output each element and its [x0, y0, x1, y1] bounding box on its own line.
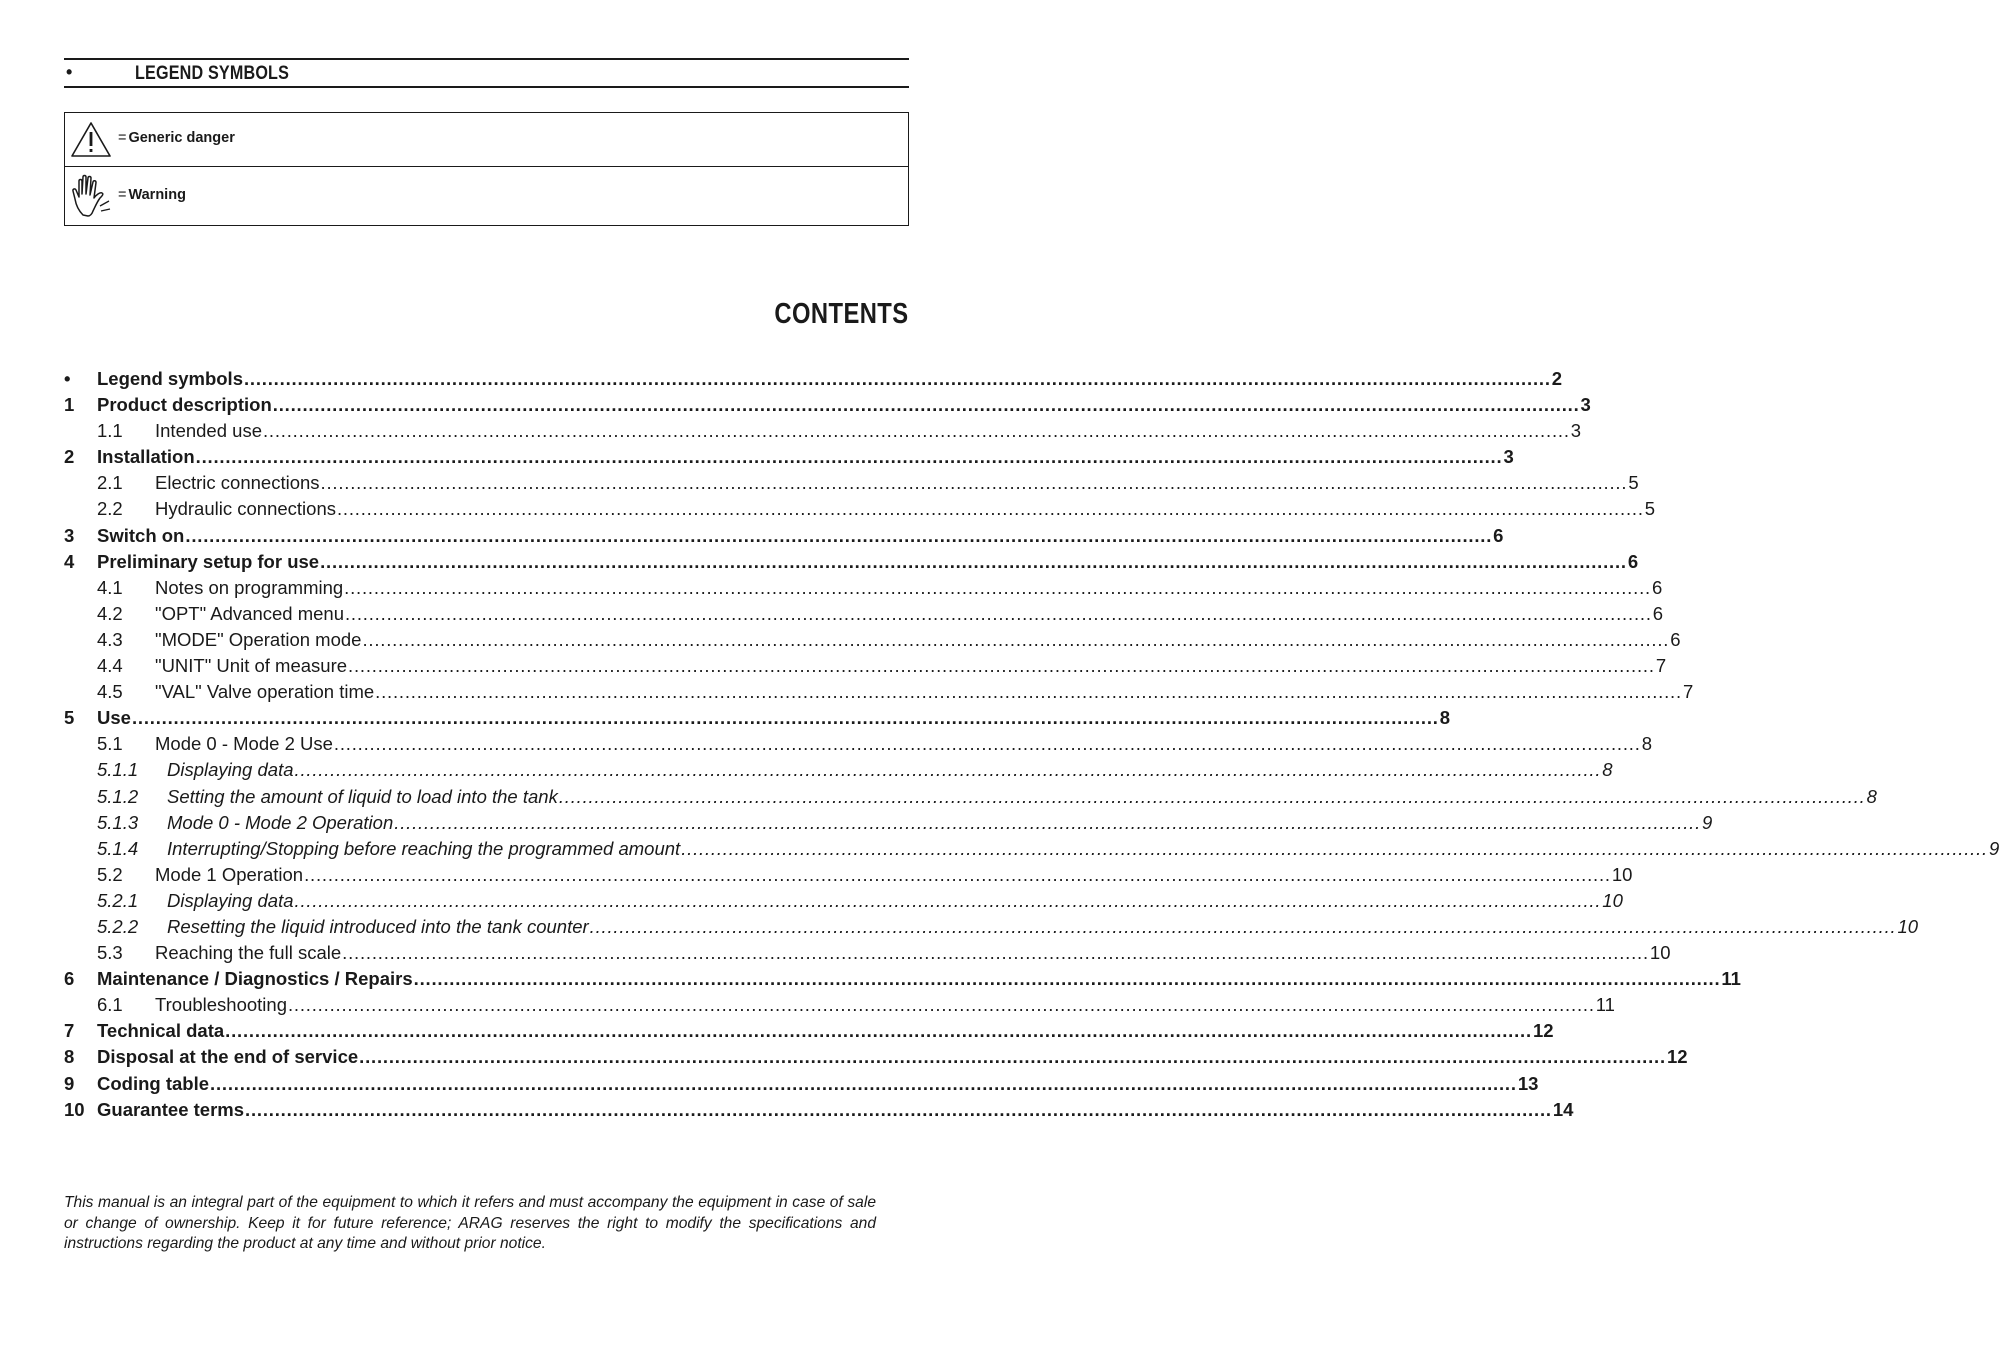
toc-entry[interactable] [64, 810, 1713, 836]
toc-entry-page: 8 [1866, 785, 1877, 807]
toc-entry-label: Displaying data [167, 889, 294, 911]
toc-entry[interactable] [64, 836, 1999, 862]
warning-triangle-icon [69, 120, 113, 163]
toc-entry[interactable] [64, 784, 1877, 810]
toc-entry-leader-dots: ............................................................................................................................................................................................................................ [344, 576, 1651, 598]
toc-entry-page: 2 [1551, 368, 1563, 389]
toc-entry-line [97, 705, 1451, 731]
toc-entry-page: 12 [1532, 1020, 1554, 1042]
toc-entry-page: 11 [1721, 968, 1741, 990]
toc-entry[interactable] [64, 549, 1639, 575]
toc-entry-leader-dots: ............................................................................................................................................................................................................................ [320, 472, 1628, 494]
contents-title: CONTENTS [773, 298, 908, 330]
toc-entry-page: 6 [1652, 602, 1664, 624]
legend-warning-label: Warning [128, 187, 186, 203]
toc-entry-line [97, 549, 1639, 575]
toc-entry-line [167, 784, 1877, 810]
toc-entry-number: 5.2.2 [97, 915, 139, 937]
toc-entry-label: Hydraulic connections [155, 498, 336, 520]
toc-entry-page: 14 [1552, 1098, 1574, 1120]
toc-entry-page: 10 [1897, 915, 1919, 937]
legend-equals: = [118, 130, 127, 146]
toc-entry[interactable] [64, 418, 1582, 444]
toc-entry-page: 10 [1649, 942, 1671, 964]
toc-entry-number: 5.1.1 [97, 759, 139, 781]
toc-entry-leader-dots: ............................................................................................................................................................................................................................ [185, 524, 1493, 546]
toc-entry-leader-dots: ............................................................................................................................................................................................................................ [344, 602, 1652, 624]
toc-entry-leader-dots: ............................................................................................................................................................................................................................ [272, 394, 1580, 416]
toc-entry-leader-dots: ............................................................................................................................................................................................................................ [558, 785, 1866, 807]
toc-entry-label: Electric connections [155, 472, 320, 494]
footer-note: This manual is an integral part of the equipment to which it refers and must accompany the equipment in case of sale or change of ownership. Keep it for future reference; ARAG reserves the right to modify the specifications and instructions regarding the product at any time and without prior notice. [64, 1194, 876, 1252]
toc-entry-number: 4.5 [97, 681, 123, 703]
legend-header [64, 58, 909, 88]
toc-entry-number: 7 [64, 1020, 75, 1042]
toc-entry-label: Mode 0 - Mode 2 Operation [167, 811, 394, 833]
toc-entry-number: 5 [64, 707, 75, 729]
table-of-contents [64, 366, 1999, 1123]
toc-entry-page: 8 [1439, 707, 1451, 729]
toc-entry-number: 5.1.4 [97, 837, 139, 859]
toc-entry-page: 10 [1611, 863, 1633, 885]
toc-entry-label: Guarantee terms [97, 1098, 245, 1120]
toc-entry-number: 4 [64, 550, 75, 572]
toc-entry-label: "UNIT" Unit of measure [155, 655, 348, 677]
toc-entry-line [155, 679, 1694, 705]
toc-entry-label: Setting the amount of liquid to load into the tank [167, 785, 558, 807]
toc-entry-leader-dots: ............................................................................................................................................................................................................................ [195, 446, 1503, 468]
toc-entry-label: Troubleshooting [155, 994, 287, 1016]
toc-entry-leader-dots: ............................................................................................................................................................................................................................ [225, 1020, 1532, 1042]
toc-entry[interactable] [64, 1044, 1688, 1070]
legend-bullet: • [66, 62, 73, 82]
toc-entry[interactable] [64, 1097, 1574, 1123]
toc-entry-leader-dots: ............................................................................................................................................................................................................................ [359, 1046, 1666, 1068]
toc-entry-number: 2 [64, 446, 75, 468]
toc-entry-page: 3 [1580, 394, 1591, 416]
toc-entry-page: 3 [1570, 420, 1582, 442]
toc-entry-number: 6.1 [97, 994, 123, 1016]
toc-entry-page: 7 [1655, 655, 1667, 677]
toc-entry-page: 12 [1666, 1046, 1688, 1068]
toc-entry-line [155, 992, 1615, 1018]
toc-entry-leader-dots: ............................................................................................................................................................................................................................ [320, 550, 1627, 572]
toc-entry[interactable] [64, 914, 1919, 940]
toc-entry[interactable] [64, 757, 1613, 783]
toc-entry-page: 9 [1702, 811, 1713, 833]
toc-entry-page: 10 [1602, 889, 1623, 911]
toc-entry-number: 6 [64, 968, 75, 990]
toc-entry-leader-dots: ............................................................................................................................................................................................................................ [210, 1072, 1517, 1094]
toc-entry[interactable] [64, 1018, 1554, 1044]
toc-entry-leader-dots: ............................................................................................................................................................................................................................ [333, 733, 1641, 755]
toc-entry-page: 6 [1493, 524, 1504, 546]
toc-entry-page: 3 [1503, 446, 1514, 468]
toc-entry-label: Disposal at the end of service [97, 1046, 359, 1068]
toc-entry-label: Technical data [97, 1020, 225, 1042]
toc-entry-leader-dots: ............................................................................................................................................................................................................................ [375, 681, 1682, 703]
toc-entry[interactable] [64, 653, 1667, 679]
toc-entry[interactable] [64, 366, 1563, 392]
toc-entry-label: Reaching the full scale [155, 942, 342, 964]
toc-entry-label: Intended use [155, 420, 262, 442]
toc-entry-number: 1.1 [97, 420, 123, 442]
toc-entry-line [97, 366, 1563, 392]
toc-entry[interactable] [64, 966, 1741, 992]
toc-entry-label: Mode 0 - Mode 2 Use [155, 733, 333, 755]
toc-entry-page: 11 [1595, 994, 1615, 1016]
toc-entry-page: 6 [1651, 576, 1663, 598]
toc-entry[interactable] [64, 679, 1694, 705]
toc-entry-line [167, 810, 1713, 836]
toc-entry-label: Resetting the liquid introduced into the tank counter [167, 915, 589, 937]
toc-entry-line [155, 731, 1652, 757]
legend-danger-label: Generic danger [128, 130, 235, 146]
toc-entry-leader-dots: ............................................................................................................................................................................................................................ [413, 968, 1721, 990]
toc-entry-number: 2.2 [97, 498, 123, 520]
toc-entry-label: "MODE" Operation mode [155, 628, 362, 650]
toc-entry[interactable] [64, 470, 1639, 496]
toc-entry[interactable] [64, 444, 1514, 470]
toc-entry-line [97, 392, 1591, 418]
toc-entry-page: 5 [1644, 498, 1656, 520]
toc-entry-number: 3 [64, 524, 75, 546]
toc-entry-line [97, 523, 1504, 549]
toc-entry[interactable] [64, 523, 1504, 549]
hand-stop-icon [69, 173, 113, 224]
toc-entry-line [155, 627, 1681, 653]
toc-entry-leader-dots: ............................................................................................................................................................................................................................ [336, 498, 1644, 520]
toc-entry-leader-dots: ............................................................................................................................................................................................................................ [243, 368, 1551, 389]
toc-entry-label: Maintenance / Diagnostics / Repairs [97, 968, 413, 990]
toc-entry-leader-dots: ............................................................................................................................................................................................................................ [362, 628, 1670, 650]
toc-entry-number: 5.1 [97, 733, 123, 755]
legend-equals: = [118, 187, 127, 203]
toc-entry-page: 8 [1641, 733, 1652, 755]
legend-table [64, 112, 909, 226]
toc-entry-line [167, 757, 1613, 783]
toc-entry-leader-dots: ............................................................................................................................................................................................................................ [304, 863, 1611, 885]
toc-entry[interactable] [64, 731, 1652, 757]
toc-entry-page: 6 [1627, 550, 1639, 572]
legend-row-danger [65, 113, 908, 167]
toc-entry-number: 4.1 [97, 576, 123, 598]
toc-entry-line [97, 1071, 1539, 1097]
toc-entry-label: Coding table [97, 1072, 210, 1094]
toc-entry-number: 2.1 [97, 472, 123, 494]
toc-entry-number: 5.1.3 [97, 811, 139, 833]
toc-entry-leader-dots: ............................................................................................................................................................................................................................ [681, 837, 1988, 859]
toc-entry-line [155, 940, 1671, 966]
toc-entry-leader-dots: ............................................................................................................................................................................................................................ [348, 655, 1655, 677]
toc-entry-line [155, 470, 1639, 496]
toc-entry-line [167, 836, 1999, 862]
toc-entry-page: 6 [1670, 628, 1681, 650]
toc-entry-number: 9 [64, 1072, 75, 1094]
toc-entry-label: Product description [97, 394, 272, 416]
toc-entry-leader-dots: ............................................................................................................................................................................................................................ [262, 420, 1570, 442]
toc-entry-number: 4.4 [97, 655, 123, 677]
toc-entry-number: • [64, 368, 71, 389]
toc-entry[interactable] [64, 992, 1615, 1018]
toc-entry-number: 4.2 [97, 602, 123, 624]
toc-entry-label: Preliminary setup for use [97, 550, 320, 572]
toc-entry-page: 13 [1517, 1072, 1539, 1094]
toc-entry-line [97, 444, 1514, 470]
legend-danger-text [118, 130, 235, 146]
toc-entry-page: 9 [1988, 837, 1999, 859]
toc-entry-page: 8 [1602, 759, 1613, 781]
toc-entry-number: 8 [64, 1046, 75, 1068]
toc-entry-number: 5.3 [97, 942, 123, 964]
toc-entry[interactable] [64, 575, 1663, 601]
toc-entry-leader-dots: ............................................................................................................................................................................................................................ [342, 942, 1649, 964]
toc-entry-line [167, 888, 1623, 914]
legend-warning-text [118, 187, 186, 203]
toc-entry[interactable] [64, 940, 1671, 966]
toc-entry-label: Mode 1 Operation [155, 863, 304, 885]
toc-entry-line [155, 601, 1664, 627]
legend-title: LEGEND SYMBOLS [135, 63, 290, 84]
toc-entry-line [97, 966, 1741, 992]
toc-entry-leader-dots: ............................................................................................................................................................................................................................ [589, 915, 1897, 937]
toc-entry-label: Notes on programming [155, 576, 344, 598]
toc-entry-line [155, 653, 1667, 679]
toc-entry-number: 5.1.2 [97, 785, 139, 807]
toc-entry-label: "VAL" Valve operation time [155, 681, 375, 703]
toc-entry[interactable] [64, 627, 1681, 653]
toc-entry-page: 5 [1628, 472, 1639, 494]
toc-entry-line [97, 1097, 1574, 1123]
toc-entry-leader-dots: ............................................................................................................................................................................................................................ [394, 811, 1702, 833]
toc-entry-line [155, 575, 1663, 601]
toc-entry-leader-dots: ............................................................................................................................................................................................................................ [131, 707, 1439, 729]
toc-entry-number: 5.2 [97, 863, 123, 885]
toc-entry-label: Use [97, 707, 131, 729]
toc-entry-line [155, 496, 1656, 522]
toc-entry-leader-dots: ............................................................................................................................................................................................................................ [294, 889, 1602, 911]
toc-entry-leader-dots: ............................................................................................................................................................................................................................ [294, 759, 1602, 781]
toc-entry[interactable] [64, 1071, 1539, 1097]
toc-entry[interactable] [64, 496, 1656, 522]
toc-entry-label: Legend symbols [97, 368, 243, 389]
toc-entry-line [155, 418, 1582, 444]
toc-entry[interactable] [64, 705, 1451, 731]
toc-entry-line [97, 1018, 1554, 1044]
legend-row-warning [65, 166, 908, 225]
toc-entry-number: 1 [64, 394, 75, 416]
toc-entry-label: Switch on [97, 524, 185, 546]
toc-entry-number: 5.2.1 [97, 889, 139, 911]
toc-entry-number: 4.3 [97, 628, 123, 650]
toc-entry-leader-dots: ............................................................................................................................................................................................................................ [287, 994, 1595, 1016]
toc-entry[interactable] [64, 601, 1664, 627]
toc-entry-leader-dots: ............................................................................................................................................................................................................................ [245, 1098, 1552, 1120]
toc-entry[interactable] [64, 862, 1633, 888]
toc-entry-label: Displaying data [167, 759, 294, 781]
toc-entry[interactable] [64, 888, 1623, 914]
toc-entry-label: Interrupting/Stopping before reaching the programmed amount [167, 837, 681, 859]
toc-entry-label: Installation [97, 446, 195, 468]
toc-entry-number: 10 [64, 1098, 85, 1120]
toc-entry-page: 7 [1682, 681, 1694, 703]
toc-entry-line [167, 914, 1919, 940]
toc-entry-line [155, 862, 1633, 888]
toc-entry-label: "OPT" Advanced menu [155, 602, 344, 624]
toc-entry[interactable] [64, 392, 1591, 418]
toc-entry-line [97, 1044, 1688, 1070]
